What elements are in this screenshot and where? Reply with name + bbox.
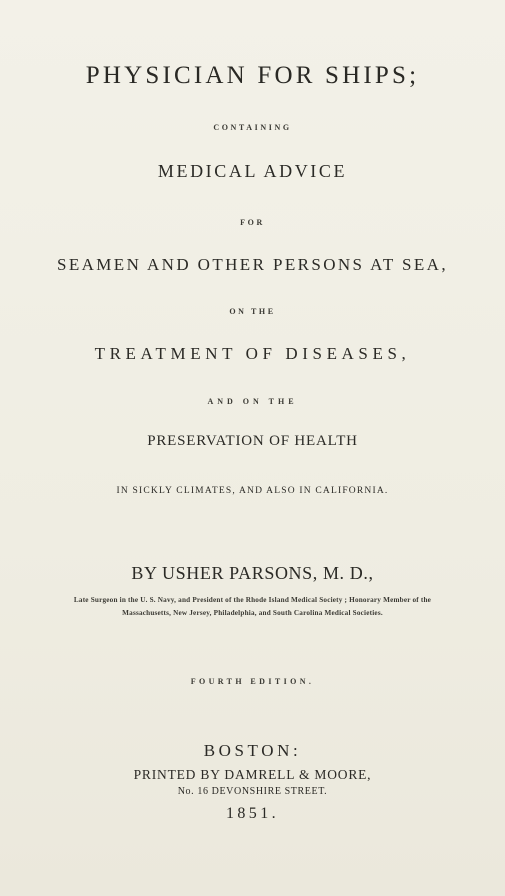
author-description-line-1: Late Surgeon in the U. S. Navy, and President of the Rhode Island Medical Society ; Honorary Member of the: [73, 596, 432, 604]
author-description-line-2: Massachusetts, New Jersey, Philadelphia, and South Carolina Medical Societies.: [122, 609, 383, 617]
author-line: BY USHER PARSONS, M. D.,: [131, 563, 374, 583]
book-title: PHYSICIAN FOR SHIPS;: [85, 62, 420, 89]
audience-line: SEAMEN AND OTHER PERSONS AT SEA,: [56, 255, 449, 274]
and-on-the-label: AND ON THE: [207, 397, 298, 406]
on-the-label: ON THE: [229, 307, 276, 316]
for-label: FOR: [240, 218, 265, 227]
topic-treatment: TREATMENT OF DISEASES,: [94, 344, 411, 363]
printer-line: PRINTED BY DAMRELL & MOORE,: [133, 767, 372, 782]
book-subtitle: MEDICAL ADVICE: [157, 161, 348, 181]
printer-address: No. 16 DEVONSHIRE STREET.: [177, 786, 328, 797]
containing-label: CONTAINING: [213, 123, 292, 132]
topic-detail: IN SICKLY CLIMATES, AND ALSO IN CALIFORNIA.: [116, 486, 389, 496]
publication-city: BOSTON:: [203, 741, 302, 760]
publication-year: 1851.: [226, 805, 279, 822]
edition-label: FOURTH EDITION.: [190, 677, 315, 686]
topic-preservation: PRESERVATION OF HEALTH: [147, 433, 358, 449]
